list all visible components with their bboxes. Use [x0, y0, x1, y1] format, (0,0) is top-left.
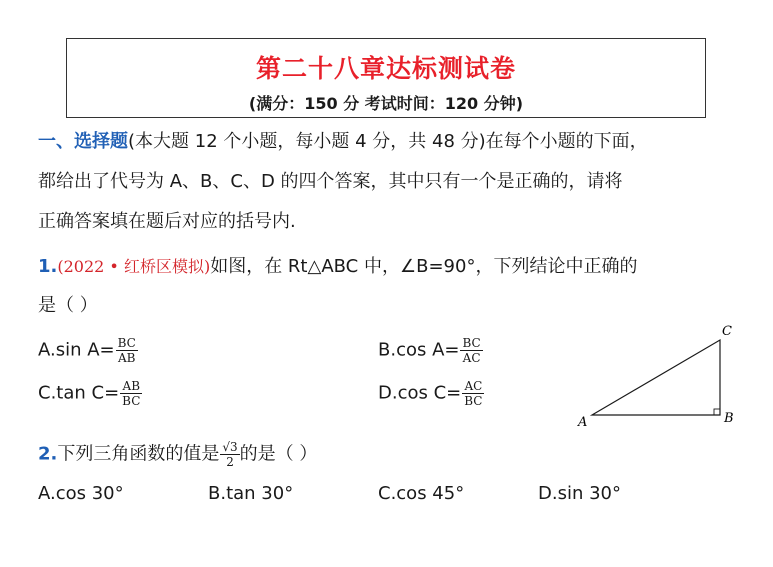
vertex-label-c: C: [722, 324, 732, 339]
q1-option-b[interactable]: [378, 336, 483, 365]
q2-stem-before: 下列三角函数的值是: [57, 443, 220, 465]
q1-option-b-fraction: [460, 336, 482, 365]
q1-stem-1: [38, 255, 637, 279]
q1-option-d-fraction: [462, 379, 484, 408]
vertex-label-b: B: [724, 411, 734, 426]
exam-info: (满分：150 分 考试时间：120 分钟): [248, 94, 524, 113]
q2-option-b[interactable]: B.tan 30°: [208, 483, 294, 504]
q1-stem-text: 如图，在 Rt△ABC 中，∠B=90°，下列结论中正确的: [210, 256, 638, 277]
section1-intro-text-1: (本大题 12 个小题，每小题 4 分，共 48 分)在每个小题的下面，: [128, 131, 648, 152]
q1-option-d[interactable]: [378, 379, 484, 408]
fraction-numerator: BC: [117, 336, 136, 350]
fraction-denominator: BC: [464, 394, 483, 408]
triangle-abc: [592, 340, 720, 415]
q1-option-c-text: C.tan C=: [38, 382, 120, 404]
section1-intro-2: 都给出了代号为 A、B、C、D 的四个答案，其中只有一个是正确的，请将: [38, 171, 623, 192]
fraction-numerator: √3: [222, 440, 238, 454]
fraction-numerator: AB: [120, 379, 142, 394]
section1-intro-1: [38, 130, 648, 154]
q2-number: 2.: [38, 443, 58, 465]
section1-intro-3: 正确答案填在题后对应的括号内.: [38, 211, 296, 232]
page-title: 第二十八章达标测试卷: [255, 54, 516, 83]
q1-stem-2: 是（ ）: [38, 295, 98, 316]
q2-fraction: [220, 440, 239, 469]
q1-option-c[interactable]: [38, 379, 142, 408]
vertex-label-a: A: [578, 415, 588, 430]
fraction-denominator: 2: [226, 455, 234, 469]
q1-option-a-fraction: [116, 336, 138, 365]
section1-heading: 一、选择题: [38, 131, 128, 152]
q2-option-a[interactable]: A.cos 30°: [38, 483, 124, 504]
right-triangle-figure: [570, 318, 740, 433]
q2-stem: [38, 440, 317, 469]
title-box: [66, 38, 706, 118]
right-angle-mark: [714, 409, 720, 415]
q2-option-c[interactable]: C.cos 45°: [378, 483, 465, 504]
q2-option-d[interactable]: D.sin 30°: [538, 483, 621, 504]
fraction-numerator: BC: [462, 336, 481, 350]
fraction-denominator: AB: [118, 351, 136, 365]
fraction-denominator: BC: [122, 394, 141, 408]
q1-option-a-text: A.sin A=: [38, 339, 115, 361]
q1-option-d-text: D.cos C=: [378, 382, 462, 404]
fraction-numerator: AC: [462, 379, 484, 394]
q1-option-a[interactable]: [38, 336, 138, 365]
q1-number: 1.: [38, 256, 58, 277]
q1-option-c-fraction: [120, 379, 142, 408]
fraction-denominator: AC: [462, 351, 481, 365]
q2-stem-after: 的是（ ）: [239, 443, 318, 465]
q1-source: (2022 • 红桥区模拟): [57, 257, 211, 276]
q1-option-b-text: B.cos A=: [378, 339, 460, 361]
